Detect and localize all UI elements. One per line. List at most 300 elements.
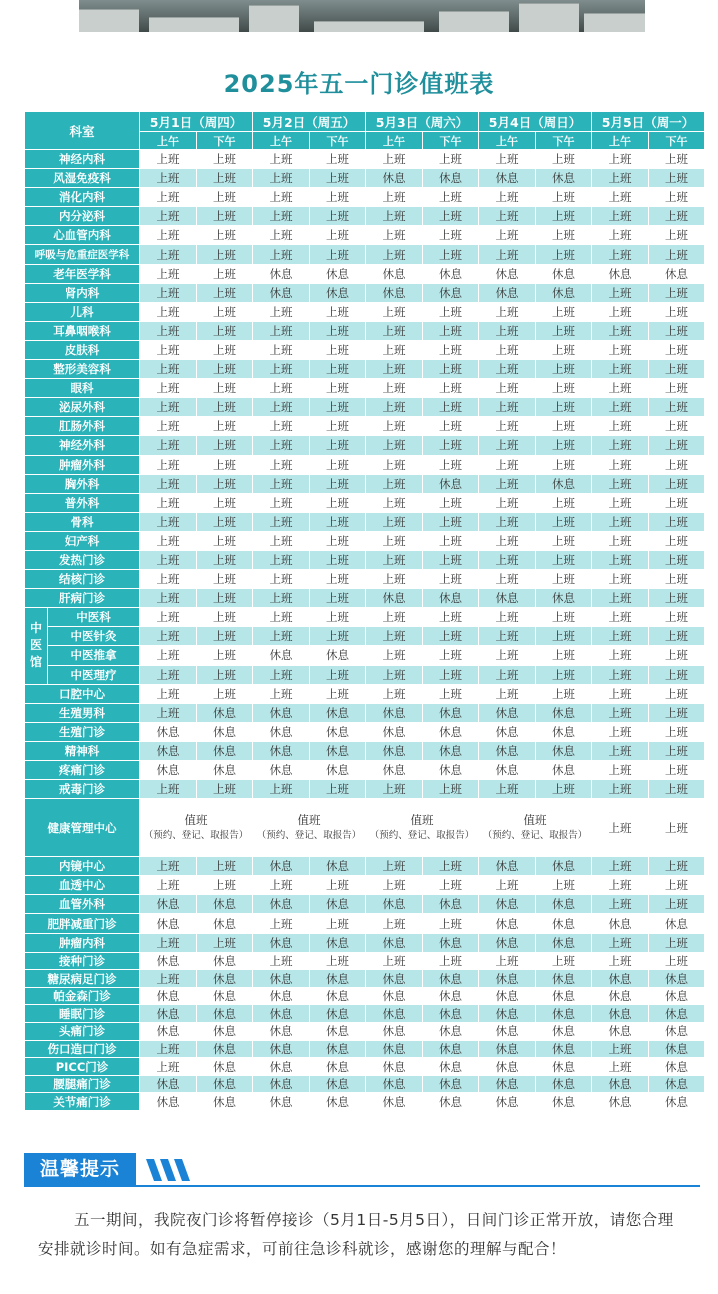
schedule-cell: 上班 bbox=[140, 417, 197, 436]
schedule-cell: 休息 bbox=[140, 1023, 197, 1041]
schedule-cell: 上班 bbox=[423, 665, 479, 684]
schedule-cell: 上班 bbox=[253, 340, 310, 359]
schedule-cell: 上班 bbox=[423, 952, 479, 970]
schedule-cell: 上班 bbox=[536, 646, 592, 665]
schedule-cell: 上班 bbox=[536, 627, 592, 646]
schedule-cell: 上班 bbox=[592, 608, 649, 627]
schedule-cell: 上班 bbox=[253, 952, 310, 970]
schedule-cell: 上班 bbox=[140, 589, 197, 608]
schedule-cell: 上班 bbox=[536, 207, 592, 226]
schedule-cell: 上班 bbox=[366, 150, 423, 169]
schedule-cell: 上班 bbox=[536, 436, 592, 455]
table-row bbox=[25, 1058, 705, 1076]
schedule-cell: 上班 bbox=[649, 207, 705, 226]
schedule-cell: 上班 bbox=[140, 703, 197, 722]
schedule-cell: 上班 bbox=[197, 398, 253, 417]
schedule-cell: 上班 bbox=[310, 780, 366, 799]
schedule-cell: 休息 bbox=[649, 264, 705, 283]
schedule-cell: 上班 bbox=[140, 264, 197, 283]
am-header: 上午 bbox=[592, 132, 649, 150]
schedule-cell: 上班 bbox=[479, 876, 536, 895]
schedule-cell: 上班 bbox=[366, 608, 423, 627]
schedule-cell: 上班 bbox=[592, 455, 649, 474]
schedule-cell: 休息 bbox=[140, 761, 197, 780]
schedule-cell: 休息 bbox=[310, 895, 366, 914]
day-header: 5月5日（周一） bbox=[592, 112, 705, 132]
dept-name: 结核门诊 bbox=[25, 570, 140, 589]
schedule-cell: 上班 bbox=[592, 665, 649, 684]
schedule-cell: 休息 bbox=[197, 1040, 253, 1058]
schedule-cell: 上班 bbox=[423, 857, 479, 876]
schedule-cell: 休息 bbox=[366, 987, 423, 1005]
schedule-cell: 休息 bbox=[536, 857, 592, 876]
schedule-cell: 上班 bbox=[592, 512, 649, 531]
schedule-cell: 上班 bbox=[310, 876, 366, 895]
day-header: 5月1日（周四） bbox=[140, 112, 253, 132]
dept-name: 心血管内科 bbox=[25, 226, 140, 245]
dept-name: 生殖男科 bbox=[25, 703, 140, 722]
schedule-cell: 上班 bbox=[310, 417, 366, 436]
schedule-cell: 休息 bbox=[423, 987, 479, 1005]
schedule-cell: 上班 bbox=[310, 321, 366, 340]
schedule-cell: 休息 bbox=[310, 1023, 366, 1041]
schedule-cell: 上班 bbox=[253, 436, 310, 455]
schedule-cell: 休息 bbox=[479, 1075, 536, 1093]
schedule-cell: 休息 bbox=[140, 914, 197, 933]
schedule-cell: 上班 bbox=[140, 550, 197, 569]
schedule-cell: 上班 bbox=[479, 302, 536, 321]
schedule-cell: 休息 bbox=[592, 1005, 649, 1023]
schedule-cell: 上班 bbox=[592, 493, 649, 512]
schedule-cell: 上班 bbox=[140, 321, 197, 340]
schedule-cell: 休息 bbox=[479, 1023, 536, 1041]
schedule-cell: 休息 bbox=[140, 987, 197, 1005]
schedule-cell: 上班 bbox=[253, 455, 310, 474]
dept-name: 整形美容科 bbox=[25, 360, 140, 379]
schedule-cell: 上班 bbox=[479, 398, 536, 417]
schedule-cell: 休息 bbox=[253, 1058, 310, 1076]
table-row bbox=[25, 780, 705, 799]
schedule-cell: 上班 bbox=[479, 474, 536, 493]
schedule-cell: 上班 bbox=[592, 570, 649, 589]
schedule-cell: 上班 bbox=[649, 703, 705, 722]
schedule-cell: 上班 bbox=[536, 684, 592, 703]
schedule-cell: 上班 bbox=[479, 417, 536, 436]
table-row bbox=[25, 245, 705, 264]
schedule-cell: 休息 bbox=[253, 895, 310, 914]
schedule-cell: 上班 bbox=[197, 207, 253, 226]
schedule-cell: 休息 bbox=[423, 169, 479, 188]
pm-header: 下午 bbox=[197, 132, 253, 150]
schedule-cell: 上班 bbox=[479, 207, 536, 226]
schedule-cell: 上班 bbox=[310, 150, 366, 169]
table-row bbox=[25, 283, 705, 302]
pm-header: 下午 bbox=[310, 132, 366, 150]
schedule-cell: 上班 bbox=[536, 321, 592, 340]
schedule-cell: 休息 bbox=[536, 741, 592, 760]
schedule-cell: 休息 bbox=[536, 264, 592, 283]
tips-divider bbox=[24, 1185, 700, 1187]
schedule-cell: 休息 bbox=[197, 1093, 253, 1111]
dept-name: 内镜中心 bbox=[25, 857, 140, 876]
schedule-cell: 休息 bbox=[253, 741, 310, 760]
schedule-cell: 上班 bbox=[649, 531, 705, 550]
schedule-cell: 上班 bbox=[140, 379, 197, 398]
dept-name: 骨科 bbox=[25, 512, 140, 531]
schedule-cell: 上班 bbox=[140, 340, 197, 359]
schedule-cell: 上班 bbox=[649, 933, 705, 952]
schedule-cell: 休息 bbox=[423, 1040, 479, 1058]
schedule-cell: 上班 bbox=[479, 952, 536, 970]
schedule-cell: 上班 bbox=[536, 302, 592, 321]
schedule-cell: 休息 bbox=[423, 589, 479, 608]
schedule-cell: 上班 bbox=[140, 646, 197, 665]
schedule-cell: 上班 bbox=[197, 646, 253, 665]
tips-label: 温馨提示 bbox=[24, 1153, 136, 1185]
dept-name: 生殖门诊 bbox=[25, 722, 140, 741]
schedule-cell: 上班 bbox=[140, 360, 197, 379]
schedule-cell: 上班 bbox=[592, 321, 649, 340]
schedule-cell: 上班 bbox=[649, 512, 705, 531]
schedule-cell: 上班 bbox=[310, 455, 366, 474]
table-row bbox=[25, 302, 705, 321]
schedule-cell: 上班 bbox=[366, 646, 423, 665]
schedule-cell: 上班 bbox=[197, 876, 253, 895]
schedule-cell: 上班 bbox=[140, 226, 197, 245]
schedule-cell: 上班 bbox=[592, 799, 649, 857]
schedule-cell: 上班 bbox=[649, 876, 705, 895]
schedule-cell: 上班 bbox=[197, 550, 253, 569]
schedule-cell: 上班 bbox=[140, 169, 197, 188]
schedule-cell: 休息 bbox=[253, 933, 310, 952]
schedule-cell: 休息 bbox=[423, 895, 479, 914]
dept-name: 中医理疗 bbox=[48, 665, 140, 684]
schedule-cell: 上班 bbox=[592, 876, 649, 895]
schedule-cell: 休息 bbox=[310, 857, 366, 876]
schedule-cell: 上班 bbox=[649, 608, 705, 627]
schedule-cell: 休息 bbox=[366, 970, 423, 988]
schedule-cell: 上班 bbox=[310, 684, 366, 703]
dept-name: 关节痛门诊 bbox=[25, 1093, 140, 1111]
schedule-cell: 上班 bbox=[423, 321, 479, 340]
schedule-cell: 上班 bbox=[197, 283, 253, 302]
dept-name: 内分泌科 bbox=[25, 207, 140, 226]
table-row bbox=[25, 360, 705, 379]
schedule-cell: 上班 bbox=[140, 570, 197, 589]
schedule-cell: 上班 bbox=[649, 570, 705, 589]
schedule-cell: 休息 bbox=[366, 895, 423, 914]
dept-name: 发热门诊 bbox=[25, 550, 140, 569]
schedule-cell: 上班 bbox=[197, 360, 253, 379]
dept-column-header: 科室 bbox=[25, 112, 140, 150]
schedule-cell: 上班 bbox=[479, 531, 536, 550]
dept-name: PICC门诊 bbox=[25, 1058, 140, 1076]
schedule-cell: 休息 bbox=[253, 283, 310, 302]
schedule-cell: 上班 bbox=[649, 360, 705, 379]
schedule-cell: 上班 bbox=[366, 398, 423, 417]
schedule-cell: 休息 bbox=[140, 895, 197, 914]
schedule-cell: 休息 bbox=[253, 722, 310, 741]
schedule-cell: 上班 bbox=[366, 952, 423, 970]
schedule-cell: 上班 bbox=[197, 512, 253, 531]
schedule-cell: 上班 bbox=[536, 665, 592, 684]
table-row bbox=[25, 550, 705, 569]
schedule-cell: 休息 bbox=[310, 1040, 366, 1058]
dept-name: 头痛门诊 bbox=[25, 1023, 140, 1041]
schedule-cell: 休息 bbox=[366, 741, 423, 760]
schedule-cell: 上班 bbox=[197, 436, 253, 455]
schedule-cell: 上班 bbox=[423, 302, 479, 321]
schedule-cell: 上班 bbox=[366, 684, 423, 703]
schedule-cell: 休息 bbox=[423, 1075, 479, 1093]
schedule-cell: 休息 bbox=[197, 761, 253, 780]
schedule-cell: 上班 bbox=[366, 436, 423, 455]
schedule-cell: 上班 bbox=[479, 646, 536, 665]
table-row bbox=[25, 321, 705, 340]
schedule-cell: 上班 bbox=[649, 684, 705, 703]
table-row bbox=[25, 226, 705, 245]
schedule-cell: 休息 bbox=[479, 703, 536, 722]
schedule-cell: 上班 bbox=[366, 876, 423, 895]
schedule-cell: 上班 bbox=[536, 608, 592, 627]
schedule-cell: 休息 bbox=[423, 761, 479, 780]
schedule-cell: 上班 bbox=[592, 360, 649, 379]
schedule-cell: 休息 bbox=[197, 722, 253, 741]
dept-name: 皮肤科 bbox=[25, 340, 140, 359]
duty-label: 值班 bbox=[297, 812, 321, 827]
schedule-cell: 上班 bbox=[592, 895, 649, 914]
schedule-cell: 休息 bbox=[366, 1093, 423, 1111]
schedule-cell: 上班 bbox=[253, 914, 310, 933]
schedule-table bbox=[24, 111, 705, 1111]
schedule-cell: 休息 bbox=[310, 933, 366, 952]
table-row bbox=[25, 608, 705, 627]
schedule-cell: 上班 bbox=[253, 474, 310, 493]
table-row bbox=[25, 970, 705, 988]
schedule-cell: 休息 bbox=[197, 987, 253, 1005]
schedule-cell: 休息 bbox=[310, 970, 366, 988]
schedule-cell: 上班 bbox=[310, 360, 366, 379]
schedule-cell: 上班 bbox=[140, 436, 197, 455]
schedule-cell: 上班 bbox=[366, 570, 423, 589]
schedule-cell: 休息 bbox=[592, 1075, 649, 1093]
schedule-cell: 上班 bbox=[649, 455, 705, 474]
schedule-cell: 上班 bbox=[423, 207, 479, 226]
schedule-cell: 休息 bbox=[140, 1075, 197, 1093]
schedule-cell: 上班 bbox=[479, 340, 536, 359]
schedule-cell: 休息 bbox=[253, 1023, 310, 1041]
schedule-cell: 上班 bbox=[423, 360, 479, 379]
schedule-cell: 上班 bbox=[592, 722, 649, 741]
schedule-cell: 休息 bbox=[536, 761, 592, 780]
table-row bbox=[25, 169, 705, 188]
schedule-cell: 上班 bbox=[479, 436, 536, 455]
schedule-cell: 休息 bbox=[197, 1005, 253, 1023]
schedule-cell: 休息 bbox=[536, 1005, 592, 1023]
schedule-cell: 休息 bbox=[479, 895, 536, 914]
schedule-cell: 上班 bbox=[310, 245, 366, 264]
schedule-cell: 休息 bbox=[479, 283, 536, 302]
schedule-cell: 上班 bbox=[479, 188, 536, 207]
schedule-cell: 上班 bbox=[366, 455, 423, 474]
schedule-cell: 休息 bbox=[253, 264, 310, 283]
schedule-cell: 上班 bbox=[592, 741, 649, 760]
schedule-cell: 上班 bbox=[197, 226, 253, 245]
schedule-cell: 上班 bbox=[140, 780, 197, 799]
schedule-cell: 上班 bbox=[366, 780, 423, 799]
dept-name: 疼痛门诊 bbox=[25, 761, 140, 780]
schedule-cell: 上班 bbox=[366, 321, 423, 340]
schedule-cell: 休息 bbox=[423, 1093, 479, 1111]
schedule-cell: 上班 bbox=[253, 379, 310, 398]
schedule-cell: 休息 bbox=[366, 722, 423, 741]
header-photo bbox=[79, 0, 645, 32]
schedule-cell: 上班 bbox=[592, 283, 649, 302]
schedule-cell: 休息 bbox=[423, 970, 479, 988]
table-row bbox=[25, 455, 705, 474]
schedule-cell: 上班 bbox=[536, 398, 592, 417]
schedule-cell: 上班 bbox=[423, 340, 479, 359]
schedule-cell: 休息 bbox=[310, 283, 366, 302]
schedule-cell: 休息 bbox=[366, 761, 423, 780]
schedule-cell: 上班 bbox=[140, 207, 197, 226]
schedule-cell: 上班 bbox=[536, 570, 592, 589]
schedule-cell: 上班 bbox=[592, 302, 649, 321]
dept-name: 妇产科 bbox=[25, 531, 140, 550]
dept-name: 腰腿痛门诊 bbox=[25, 1075, 140, 1093]
schedule-cell: 休息 bbox=[423, 703, 479, 722]
schedule-cell: 休息 bbox=[479, 1005, 536, 1023]
schedule-cell: 上班 bbox=[140, 150, 197, 169]
schedule-cell: 上班 bbox=[366, 857, 423, 876]
schedule-cell: 上班 bbox=[253, 876, 310, 895]
table-row bbox=[25, 1093, 705, 1111]
schedule-cell: 上班 bbox=[366, 493, 423, 512]
am-header: 上午 bbox=[253, 132, 310, 150]
schedule-cell: 休息 bbox=[423, 264, 479, 283]
schedule-cell: 上班 bbox=[140, 970, 197, 988]
schedule-cell: 上班 bbox=[197, 857, 253, 876]
schedule-cell: 休息 bbox=[536, 970, 592, 988]
schedule-cell: 上班 bbox=[310, 589, 366, 608]
schedule-cell: 上班 bbox=[310, 550, 366, 569]
schedule-cell: 上班 bbox=[423, 531, 479, 550]
schedule-cell: 上班 bbox=[310, 340, 366, 359]
schedule-cell: 休息 bbox=[197, 970, 253, 988]
schedule-cell: 上班 bbox=[197, 493, 253, 512]
dept-name: 睡眠门诊 bbox=[25, 1005, 140, 1023]
table-row bbox=[25, 857, 705, 876]
table-row bbox=[25, 914, 705, 933]
table-row bbox=[25, 340, 705, 359]
schedule-cell: 上班 bbox=[649, 340, 705, 359]
schedule-cell: 上班 bbox=[253, 417, 310, 436]
duty-note: （预约、登记、取报告） bbox=[143, 829, 249, 841]
schedule-cell: 休息 bbox=[366, 1005, 423, 1023]
table-row bbox=[25, 722, 705, 741]
schedule-cell: 上班 bbox=[649, 169, 705, 188]
schedule-cell: 休息 bbox=[366, 264, 423, 283]
schedule-cell: 上班 bbox=[649, 857, 705, 876]
schedule-cell: 上班 bbox=[592, 207, 649, 226]
dept-name: 神经内科 bbox=[25, 150, 140, 169]
schedule-cell: 休息 bbox=[592, 264, 649, 283]
schedule-cell: 上班 bbox=[310, 512, 366, 531]
schedule-cell: 休息 bbox=[536, 474, 592, 493]
schedule-cell: 休息 bbox=[479, 589, 536, 608]
schedule-cell: 上班 bbox=[592, 226, 649, 245]
dept-name: 帕金森门诊 bbox=[25, 987, 140, 1005]
schedule-cell: 上班 bbox=[479, 245, 536, 264]
schedule-cell: 上班 bbox=[536, 455, 592, 474]
schedule-cell: 休息 bbox=[423, 933, 479, 952]
schedule-cell: 休息 bbox=[310, 703, 366, 722]
schedule-cell: 上班 bbox=[253, 207, 310, 226]
schedule-cell: 上班 bbox=[366, 379, 423, 398]
schedule-cell: 上班 bbox=[253, 398, 310, 417]
schedule-cell: 上班 bbox=[479, 512, 536, 531]
schedule-cell: 上班 bbox=[649, 895, 705, 914]
schedule-cell: 休息 bbox=[253, 703, 310, 722]
schedule-cell: 休息 bbox=[479, 1058, 536, 1076]
schedule-cell: 上班 bbox=[479, 150, 536, 169]
schedule-cell: 休息 bbox=[423, 1005, 479, 1023]
schedule-cell: 上班 bbox=[140, 1058, 197, 1076]
schedule-cell: 休息 bbox=[366, 933, 423, 952]
schedule-cell: 休息 bbox=[536, 895, 592, 914]
schedule-cell: 上班 bbox=[592, 780, 649, 799]
schedule-cell: 休息 bbox=[253, 857, 310, 876]
schedule-cell: 上班 bbox=[423, 226, 479, 245]
tips-header bbox=[24, 1153, 700, 1187]
dept-name: 精神科 bbox=[25, 741, 140, 760]
dept-name: 口腔中心 bbox=[25, 684, 140, 703]
schedule-cell: 上班 bbox=[197, 150, 253, 169]
schedule-cell: 上班 bbox=[479, 226, 536, 245]
schedule-cell: 休息 bbox=[479, 987, 536, 1005]
schedule-cell: 休息 bbox=[140, 1093, 197, 1111]
schedule-cell: 休息 bbox=[423, 722, 479, 741]
table-row bbox=[25, 474, 705, 493]
schedule-cell: 休息 bbox=[310, 722, 366, 741]
schedule-cell: 上班 bbox=[140, 531, 197, 550]
schedule-cell: 上班 bbox=[423, 188, 479, 207]
schedule-cell: 上班 bbox=[536, 226, 592, 245]
schedule-cell: 上班 bbox=[592, 589, 649, 608]
table-row bbox=[25, 417, 705, 436]
schedule-cell: 上班 bbox=[310, 570, 366, 589]
dept-name: 胸外科 bbox=[25, 474, 140, 493]
schedule-cell: 上班 bbox=[197, 264, 253, 283]
schedule-cell: 上班 bbox=[197, 608, 253, 627]
schedule-cell: 休息 bbox=[253, 646, 310, 665]
duty-note: （预约、登记、取报告） bbox=[482, 829, 588, 841]
duty-label: 值班 bbox=[184, 812, 208, 827]
schedule-cell: 休息 bbox=[649, 970, 705, 988]
schedule-cell: 休息 bbox=[140, 741, 197, 760]
table-row bbox=[25, 570, 705, 589]
schedule-cell: 休息 bbox=[423, 474, 479, 493]
schedule-cell: 上班 bbox=[253, 188, 310, 207]
schedule-cell: 休息 bbox=[423, 283, 479, 302]
table-row bbox=[25, 684, 705, 703]
schedule-cell: 上班 bbox=[310, 398, 366, 417]
am-header: 上午 bbox=[140, 132, 197, 150]
schedule-cell: 上班 bbox=[536, 876, 592, 895]
schedule-cell: 休息 bbox=[310, 761, 366, 780]
schedule-cell: 休息 bbox=[479, 722, 536, 741]
schedule-cell: 休息 bbox=[310, 264, 366, 283]
